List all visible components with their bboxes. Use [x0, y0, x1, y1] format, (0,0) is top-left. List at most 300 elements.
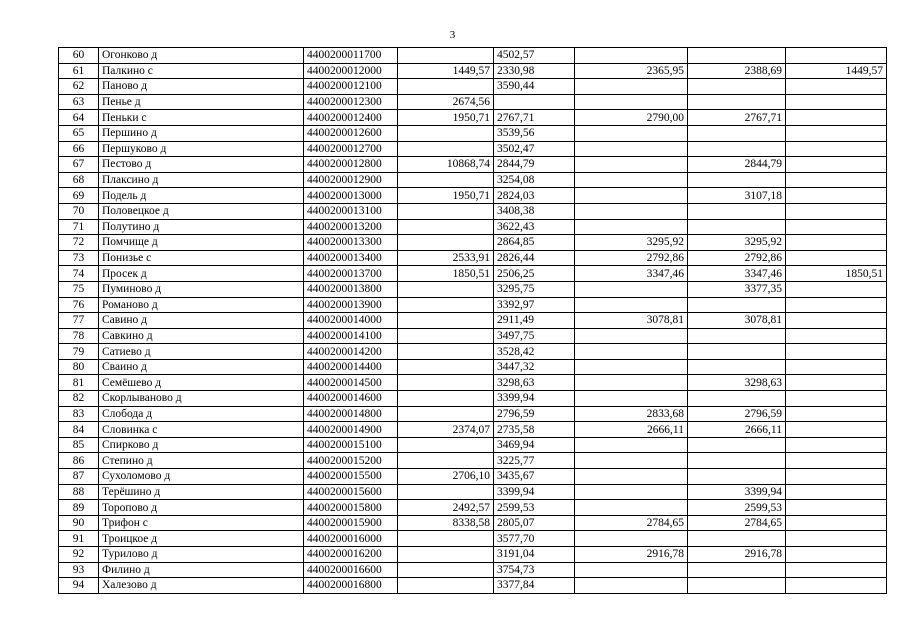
- row-number-cell: 62: [59, 79, 99, 95]
- table-row: [59, 484, 887, 500]
- value-col3-cell: 3078,81: [575, 313, 688, 329]
- value-col4-cell: 2767,71: [688, 110, 786, 126]
- value-col3-cell: [575, 578, 688, 594]
- value-col4-cell: [688, 141, 786, 157]
- value-col1-cell: 2492,57: [398, 500, 494, 516]
- value-col3-cell: [575, 297, 688, 313]
- value-col3-cell: [575, 79, 688, 95]
- value-col1-cell: [398, 547, 494, 563]
- row-number-cell: 84: [59, 422, 99, 438]
- table-row: [59, 469, 887, 485]
- value-col2-cell: 2735,58: [494, 422, 575, 438]
- value-col5-cell: [786, 141, 887, 157]
- value-col2-cell: 2911,49: [494, 313, 575, 329]
- value-col1-cell: [398, 172, 494, 188]
- settlement-name-cell: Огонково д: [99, 48, 304, 64]
- value-col3-cell: [575, 469, 688, 485]
- value-col2-cell: 2864,85: [494, 235, 575, 251]
- value-col2-cell: 3392,97: [494, 297, 575, 313]
- value-col4-cell: 2796,59: [688, 406, 786, 422]
- value-col3-cell: [575, 48, 688, 64]
- okato-code-cell: 4400200015200: [304, 453, 398, 469]
- table-row: [59, 63, 887, 79]
- value-col5-cell: [786, 406, 887, 422]
- value-col5-cell: [786, 359, 887, 375]
- value-col5-cell: [786, 328, 887, 344]
- value-col3-cell: [575, 531, 688, 547]
- settlement-name-cell: Сваино д: [99, 359, 304, 375]
- value-col3-cell: [575, 141, 688, 157]
- okato-code-cell: 4400200013900: [304, 297, 398, 313]
- value-col1-cell: [398, 359, 494, 375]
- value-col3-cell: 2666,11: [575, 422, 688, 438]
- table-row: [59, 110, 887, 126]
- value-col5-cell: [786, 578, 887, 594]
- settlement-name-cell: Помчище д: [99, 235, 304, 251]
- value-col1-cell: [398, 125, 494, 141]
- settlement-name-cell: Халезово д: [99, 578, 304, 594]
- value-col5-cell: [786, 157, 887, 173]
- okato-code-cell: 4400200012900: [304, 172, 398, 188]
- settlements-table: [58, 47, 887, 594]
- value-col4-cell: 3295,92: [688, 235, 786, 251]
- value-col1-cell: [398, 219, 494, 235]
- settlement-name-cell: Савкино д: [99, 328, 304, 344]
- value-col1-cell: 1850,51: [398, 266, 494, 282]
- row-number-cell: 91: [59, 531, 99, 547]
- value-col2-cell: 2824,03: [494, 188, 575, 204]
- value-col3-cell: [575, 359, 688, 375]
- row-number-cell: 66: [59, 141, 99, 157]
- okato-code-cell: 4400200015500: [304, 469, 398, 485]
- value-col3-cell: 3347,46: [575, 266, 688, 282]
- value-col4-cell: 3347,46: [688, 266, 786, 282]
- value-col5-cell: [786, 547, 887, 563]
- okato-code-cell: 4400200014100: [304, 328, 398, 344]
- value-col3-cell: [575, 562, 688, 578]
- settlement-name-cell: Романово д: [99, 297, 304, 313]
- value-col1-cell: [398, 562, 494, 578]
- page-number: 3: [449, 29, 456, 41]
- okato-code-cell: 4400200012300: [304, 94, 398, 110]
- value-col3-cell: [575, 157, 688, 173]
- okato-code-cell: 4400200013300: [304, 235, 398, 251]
- okato-code-cell: 4400200012100: [304, 79, 398, 95]
- value-col2-cell: 3435,67: [494, 469, 575, 485]
- value-col4-cell: [688, 531, 786, 547]
- value-col3-cell: [575, 203, 688, 219]
- value-col5-cell: [786, 500, 887, 516]
- okato-code-cell: 4400200016600: [304, 562, 398, 578]
- value-col3-cell: 3295,92: [575, 235, 688, 251]
- value-col3-cell: 2792,86: [575, 250, 688, 266]
- value-col3-cell: [575, 219, 688, 235]
- value-col5-cell: 1850,51: [786, 266, 887, 282]
- value-col1-cell: 1950,71: [398, 110, 494, 126]
- value-col2-cell: 3502,47: [494, 141, 575, 157]
- row-number-cell: 86: [59, 453, 99, 469]
- row-number-cell: 81: [59, 375, 99, 391]
- table-row: [59, 188, 887, 204]
- value-col2-cell: 3399,94: [494, 391, 575, 407]
- value-col5-cell: [786, 219, 887, 235]
- settlement-name-cell: Семёшево д: [99, 375, 304, 391]
- value-col5-cell: [786, 562, 887, 578]
- value-col1-cell: 1449,57: [398, 63, 494, 79]
- value-col1-cell: [398, 297, 494, 313]
- value-col1-cell: [398, 437, 494, 453]
- value-col1-cell: [398, 375, 494, 391]
- table-row: [59, 375, 887, 391]
- value-col5-cell: [786, 422, 887, 438]
- value-col5-cell: [786, 281, 887, 297]
- value-col1-cell: [398, 453, 494, 469]
- value-col5-cell: [786, 203, 887, 219]
- value-col3-cell: 2784,65: [575, 515, 688, 531]
- value-col2-cell: 2796,59: [494, 406, 575, 422]
- row-number-cell: 69: [59, 188, 99, 204]
- table-row: [59, 157, 887, 173]
- row-number-cell: 77: [59, 313, 99, 329]
- settlement-name-cell: Пестово д: [99, 157, 304, 173]
- value-col4-cell: [688, 453, 786, 469]
- row-number-cell: 75: [59, 281, 99, 297]
- table-row: [59, 125, 887, 141]
- table-row: [59, 391, 887, 407]
- settlement-name-cell: Троицкое д: [99, 531, 304, 547]
- value-col4-cell: 3298,63: [688, 375, 786, 391]
- value-col2-cell: 3528,42: [494, 344, 575, 360]
- value-col4-cell: [688, 125, 786, 141]
- value-col5-cell: [786, 437, 887, 453]
- value-col4-cell: [688, 344, 786, 360]
- value-col2-cell: 2599,53: [494, 500, 575, 516]
- value-col2-cell: 2844,79: [494, 157, 575, 173]
- table-row: [59, 250, 887, 266]
- value-col5-cell: [786, 79, 887, 95]
- value-col2-cell: 2330,98: [494, 63, 575, 79]
- value-col4-cell: 2388,69: [688, 63, 786, 79]
- value-col4-cell: [688, 79, 786, 95]
- row-number-cell: 74: [59, 266, 99, 282]
- value-col1-cell: [398, 344, 494, 360]
- value-col1-cell: 2706,10: [398, 469, 494, 485]
- value-col3-cell: [575, 437, 688, 453]
- value-col4-cell: [688, 562, 786, 578]
- table-row: [59, 547, 887, 563]
- okato-code-cell: 4400200016000: [304, 531, 398, 547]
- settlement-name-cell: Спирково д: [99, 437, 304, 453]
- value-col4-cell: 2599,53: [688, 500, 786, 516]
- table-row: [59, 344, 887, 360]
- value-col1-cell: [398, 484, 494, 500]
- settlement-name-cell: Пенье д: [99, 94, 304, 110]
- settlement-name-cell: Турилово д: [99, 547, 304, 563]
- value-col4-cell: [688, 297, 786, 313]
- value-col4-cell: 2666,11: [688, 422, 786, 438]
- value-col3-cell: [575, 188, 688, 204]
- value-col2-cell: 2506,25: [494, 266, 575, 282]
- value-col1-cell: [398, 79, 494, 95]
- okato-code-cell: 4400200012000: [304, 63, 398, 79]
- settlement-name-cell: Слобода д: [99, 406, 304, 422]
- row-number-cell: 85: [59, 437, 99, 453]
- value-col4-cell: 2844,79: [688, 157, 786, 173]
- value-col1-cell: 8338,58: [398, 515, 494, 531]
- row-number-cell: 64: [59, 110, 99, 126]
- value-col3-cell: [575, 172, 688, 188]
- value-col3-cell: [575, 375, 688, 391]
- value-col1-cell: [398, 406, 494, 422]
- value-col5-cell: [786, 469, 887, 485]
- settlement-name-cell: Паново д: [99, 79, 304, 95]
- value-col5-cell: [786, 515, 887, 531]
- value-col4-cell: 2792,86: [688, 250, 786, 266]
- settlement-name-cell: Подель д: [99, 188, 304, 204]
- table-row: [59, 266, 887, 282]
- okato-code-cell: 4400200015900: [304, 515, 398, 531]
- row-number-cell: 72: [59, 235, 99, 251]
- value-col3-cell: [575, 281, 688, 297]
- value-col2-cell: 3191,04: [494, 547, 575, 563]
- row-number-cell: 67: [59, 157, 99, 173]
- value-col2-cell: 3408,38: [494, 203, 575, 219]
- table-row: [59, 562, 887, 578]
- table-body: [59, 48, 887, 594]
- okato-code-cell: 4400200013000: [304, 188, 398, 204]
- value-col1-cell: 1950,71: [398, 188, 494, 204]
- settlement-name-cell: Пеньки с: [99, 110, 304, 126]
- okato-code-cell: 4400200015800: [304, 500, 398, 516]
- table-row: [59, 219, 887, 235]
- value-col1-cell: [398, 313, 494, 329]
- table-row: [59, 172, 887, 188]
- table-row: [59, 94, 887, 110]
- okato-code-cell: 4400200014200: [304, 344, 398, 360]
- settlement-name-cell: Понизье с: [99, 250, 304, 266]
- value-col1-cell: 2374,07: [398, 422, 494, 438]
- settlement-name-cell: Першуково д: [99, 141, 304, 157]
- row-number-cell: 90: [59, 515, 99, 531]
- value-col5-cell: [786, 453, 887, 469]
- value-col4-cell: 2916,78: [688, 547, 786, 563]
- value-col2-cell: 2767,71: [494, 110, 575, 126]
- row-number-cell: 68: [59, 172, 99, 188]
- row-number-cell: 82: [59, 391, 99, 407]
- table-row: [59, 453, 887, 469]
- settlement-name-cell: Просек д: [99, 266, 304, 282]
- okato-code-cell: 4400200014000: [304, 313, 398, 329]
- row-number-cell: 73: [59, 250, 99, 266]
- settlement-name-cell: Торопово д: [99, 500, 304, 516]
- value-col3-cell: 2790,00: [575, 110, 688, 126]
- settlement-name-cell: Филино д: [99, 562, 304, 578]
- value-col5-cell: [786, 110, 887, 126]
- table-row: [59, 422, 887, 438]
- row-number-cell: 76: [59, 297, 99, 313]
- table-row: [59, 328, 887, 344]
- value-col2-cell: 2805,07: [494, 515, 575, 531]
- value-col3-cell: [575, 328, 688, 344]
- okato-code-cell: 4400200013200: [304, 219, 398, 235]
- value-col3-cell: [575, 94, 688, 110]
- value-col2-cell: 3298,63: [494, 375, 575, 391]
- value-col5-cell: [786, 48, 887, 64]
- okato-code-cell: 4400200012400: [304, 110, 398, 126]
- value-col2-cell: 3497,75: [494, 328, 575, 344]
- value-col4-cell: [688, 437, 786, 453]
- value-col4-cell: [688, 48, 786, 64]
- table-row: [59, 531, 887, 547]
- value-col4-cell: [688, 219, 786, 235]
- row-number-cell: 88: [59, 484, 99, 500]
- value-col2-cell: 3590,44: [494, 79, 575, 95]
- settlement-name-cell: Пуминово д: [99, 281, 304, 297]
- table-row: [59, 79, 887, 95]
- value-col5-cell: [786, 531, 887, 547]
- value-col3-cell: 2365,95: [575, 63, 688, 79]
- table-row: [59, 141, 887, 157]
- value-col1-cell: 2533,91: [398, 250, 494, 266]
- value-col2-cell: 4502,57: [494, 48, 575, 64]
- row-number-cell: 71: [59, 219, 99, 235]
- okato-code-cell: 4400200014800: [304, 406, 398, 422]
- value-col2-cell: 2826,44: [494, 250, 575, 266]
- value-col5-cell: [786, 313, 887, 329]
- value-col3-cell: [575, 500, 688, 516]
- value-col5-cell: [786, 172, 887, 188]
- value-col3-cell: 2916,78: [575, 547, 688, 563]
- table-row: [59, 48, 887, 64]
- value-col3-cell: [575, 391, 688, 407]
- value-col4-cell: 3107,18: [688, 188, 786, 204]
- row-number-cell: 61: [59, 63, 99, 79]
- row-number-cell: 87: [59, 469, 99, 485]
- value-col2-cell: 3622,43: [494, 219, 575, 235]
- value-col3-cell: [575, 484, 688, 500]
- row-number-cell: 83: [59, 406, 99, 422]
- okato-code-cell: 4400200015600: [304, 484, 398, 500]
- value-col1-cell: [398, 141, 494, 157]
- value-col4-cell: [688, 94, 786, 110]
- value-col1-cell: [398, 531, 494, 547]
- value-col4-cell: 3399,94: [688, 484, 786, 500]
- value-col5-cell: [786, 375, 887, 391]
- settlement-name-cell: Сатиево д: [99, 344, 304, 360]
- value-col1-cell: 2674,56: [398, 94, 494, 110]
- value-col4-cell: [688, 359, 786, 375]
- value-col5-cell: [786, 94, 887, 110]
- value-col3-cell: [575, 125, 688, 141]
- settlement-name-cell: Палкино с: [99, 63, 304, 79]
- settlement-name-cell: Сухоломово д: [99, 469, 304, 485]
- row-number-cell: 80: [59, 359, 99, 375]
- value-col4-cell: [688, 391, 786, 407]
- value-col2-cell: 3469,94: [494, 437, 575, 453]
- row-number-cell: 92: [59, 547, 99, 563]
- value-col5-cell: [786, 344, 887, 360]
- value-col3-cell: [575, 344, 688, 360]
- row-number-cell: 78: [59, 328, 99, 344]
- value-col3-cell: [575, 453, 688, 469]
- table-row: [59, 235, 887, 251]
- okato-code-cell: 4400200014900: [304, 422, 398, 438]
- value-col3-cell: 2833,68: [575, 406, 688, 422]
- okato-code-cell: 4400200012800: [304, 157, 398, 173]
- row-number-cell: 63: [59, 94, 99, 110]
- value-col4-cell: [688, 203, 786, 219]
- okato-code-cell: 4400200013400: [304, 250, 398, 266]
- value-col4-cell: [688, 328, 786, 344]
- settlement-name-cell: Полутино д: [99, 219, 304, 235]
- value-col1-cell: [398, 578, 494, 594]
- value-col2-cell: 3377,84: [494, 578, 575, 594]
- value-col2-cell: 3577,70: [494, 531, 575, 547]
- row-number-cell: 60: [59, 48, 99, 64]
- okato-code-cell: 4400200014500: [304, 375, 398, 391]
- value-col4-cell: [688, 578, 786, 594]
- okato-code-cell: 4400200016200: [304, 547, 398, 563]
- value-col2-cell: 3754,73: [494, 562, 575, 578]
- table-row: [59, 406, 887, 422]
- table-row: [59, 203, 887, 219]
- settlement-name-cell: Словинка с: [99, 422, 304, 438]
- value-col5-cell: [786, 188, 887, 204]
- value-col2-cell: [494, 94, 575, 110]
- value-col5-cell: [786, 391, 887, 407]
- row-number-cell: 93: [59, 562, 99, 578]
- okato-code-cell: 4400200016800: [304, 578, 398, 594]
- settlement-name-cell: Степино д: [99, 453, 304, 469]
- table-row: [59, 313, 887, 329]
- value-col4-cell: 3078,81: [688, 313, 786, 329]
- okato-code-cell: 4400200015100: [304, 437, 398, 453]
- value-col5-cell: [786, 484, 887, 500]
- okato-code-cell: 4400200014600: [304, 391, 398, 407]
- table-row: [59, 437, 887, 453]
- settlement-name-cell: Плаксино д: [99, 172, 304, 188]
- value-col4-cell: [688, 469, 786, 485]
- value-col2-cell: 3254,08: [494, 172, 575, 188]
- value-col4-cell: 2784,65: [688, 515, 786, 531]
- okato-code-cell: 4400200013700: [304, 266, 398, 282]
- value-col1-cell: [398, 328, 494, 344]
- row-number-cell: 65: [59, 125, 99, 141]
- row-number-cell: 89: [59, 500, 99, 516]
- value-col2-cell: 3225,77: [494, 453, 575, 469]
- value-col5-cell: [786, 297, 887, 313]
- table-row: [59, 500, 887, 516]
- settlement-name-cell: Половецкое д: [99, 203, 304, 219]
- settlement-name-cell: Савино д: [99, 313, 304, 329]
- value-col4-cell: [688, 172, 786, 188]
- value-col2-cell: 3539,56: [494, 125, 575, 141]
- okato-code-cell: 4400200012700: [304, 141, 398, 157]
- table-row: [59, 515, 887, 531]
- value-col1-cell: [398, 203, 494, 219]
- okato-code-cell: 4400200013100: [304, 203, 398, 219]
- settlement-name-cell: Терёшино д: [99, 484, 304, 500]
- table-row: [59, 281, 887, 297]
- settlement-name-cell: Скорлываново д: [99, 391, 304, 407]
- settlement-name-cell: Трифон с: [99, 515, 304, 531]
- table-row: [59, 297, 887, 313]
- settlement-name-cell: Першино д: [99, 125, 304, 141]
- value-col1-cell: 10868,74: [398, 157, 494, 173]
- value-col1-cell: [398, 391, 494, 407]
- row-number-cell: 94: [59, 578, 99, 594]
- value-col5-cell: [786, 250, 887, 266]
